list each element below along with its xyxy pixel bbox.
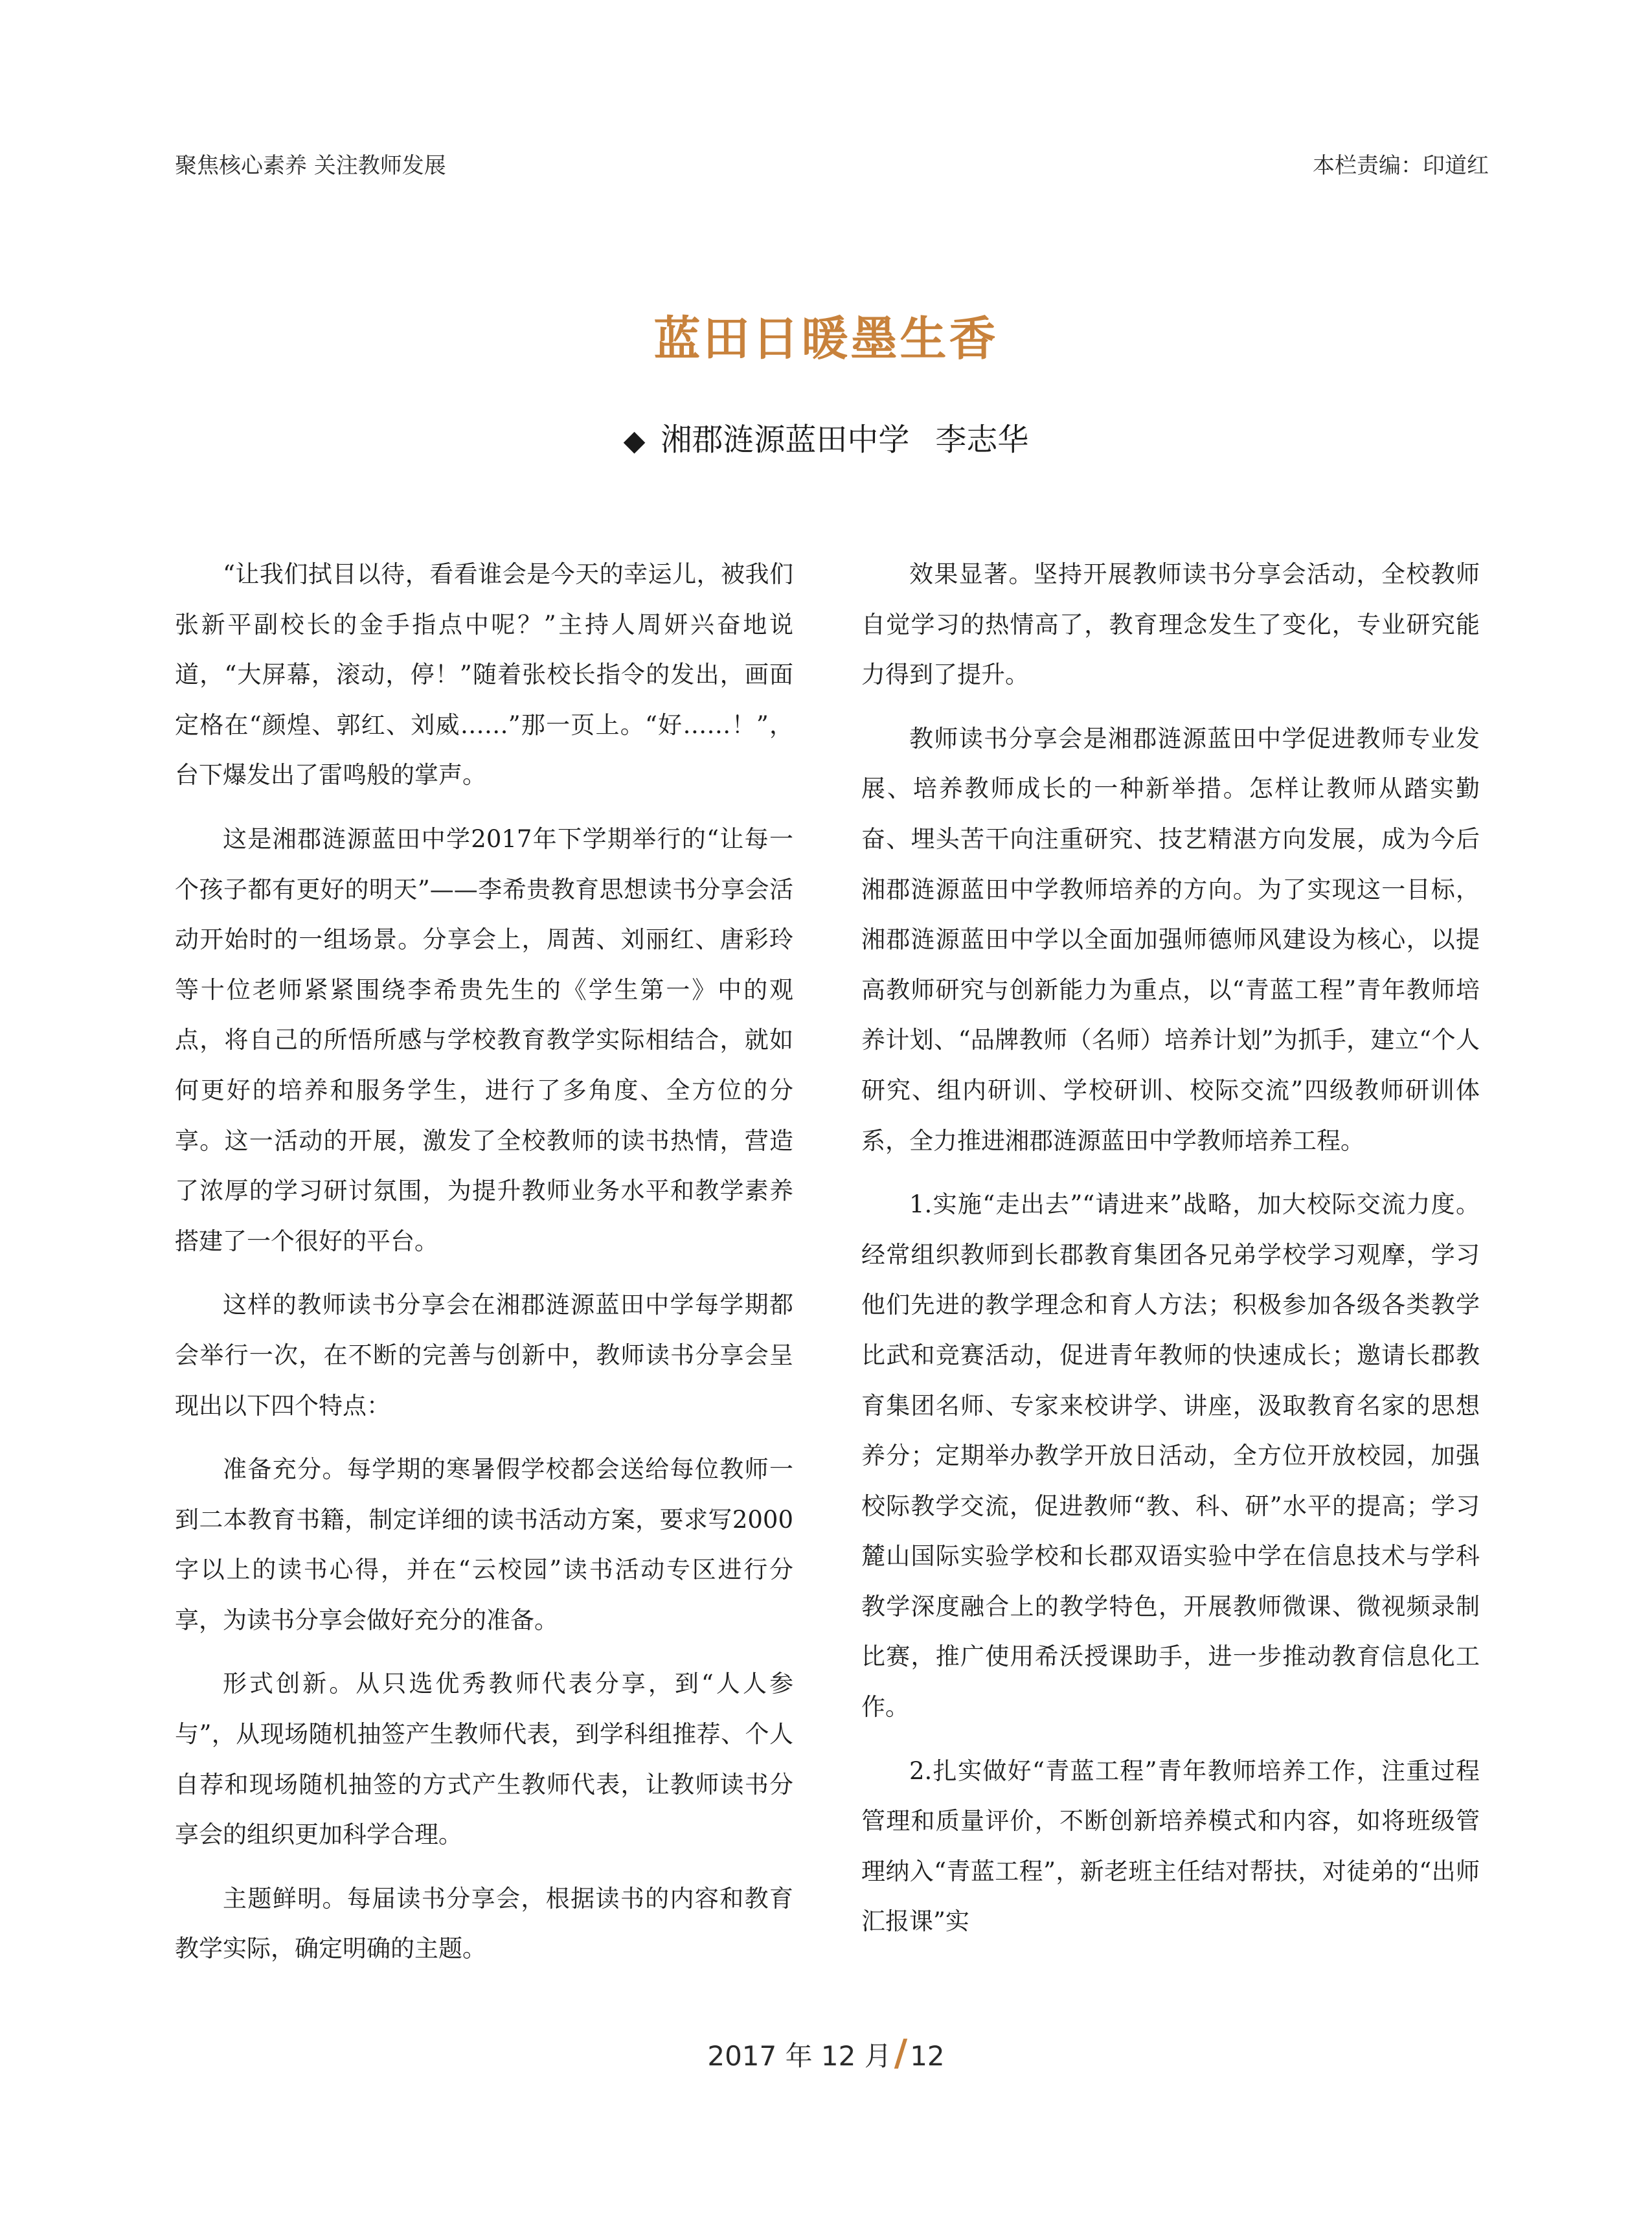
paragraph: 形式创新。从只选优秀教师代表分享，到“人人参与”，从现场随机抽签产生教师代表，到学科组推荐、个人自荐和现场随机抽签的方式产生教师代表，让教师读书分享会的组织更加科学合理。 [175,1670,793,1849]
article-title: 蓝田日暖墨生香 [653,311,999,366]
footer-date: 2017 年 12 月 [707,2040,892,2072]
byline-author: 李志华 [935,422,1029,458]
right-column [861,549,1480,1960]
paragraph: 主题鲜明。每届读书分享会，根据读书的内容和教育教学实际，确定明确的主题。 [175,1884,793,1963]
paragraph: 效果显著。坚持开展教师读书分享会活动，全校教师自觉学习的热情高了，教育理念发生了变化，专业研究能力得到了提升。 [861,560,1480,689]
paragraph: 这样的教师读书分享会在湘郡涟源蓝田中学每学期都会举行一次，在不断的完善与创新中，教师读书分享会呈现出以下四个特点： [175,1291,793,1420]
diamond-bullet-icon: ◆ [623,424,646,457]
running-header-right: 本栏责编：印道红 [1313,153,1489,179]
running-header-left: 聚焦核心素养 关注教师发展 [175,153,446,179]
paragraph: 2.扎实做好“青蓝工程”青年教师培养工作，注重过程管理和质量评价，不断创新培养模式和内容，如将班级管理纳入“青蓝工程”，新老班主任结对帮扶，对徒弟的“出师汇报课”实 [861,1756,1480,1936]
slash-separator-icon: / [894,2032,908,2074]
paragraph: 教师读书分享会是湘郡涟源蓝田中学促进教师专业发展、培养教师成长的一种新举措。怎样让教师从踏实勤奋、埋头苦干向注重研究、技艺精湛方向发展，成为今后湘郡涟源蓝田中学教师培养的方向。为了实现这一目标，湘郡涟源蓝田中学以全面加强师德师风建设为核心，以提高教师研究与创新能力为重点，以“青蓝工程”青年教师培养计划、“品牌教师（名师）培养计划”为抓手，建立“个人研究、组内研训、学校研训、校际交流”四级教师研训体系，全力推进湘郡涟源蓝田中学教师培养工程。 [861,724,1480,1155]
paragraph: 这是湘郡涟源蓝田中学2017年下学期举行的“让每一个孩子都有更好的明天”——李希贵教育思想读书分享会活动开始时的一组场景。分享会上，周茜、刘丽红、唐彩玲等十位老师紧紧围绕李希贵先生的《学生第一》中的观点，将自己的所悟所感与学校教育教学实际相结合，就如何更好的培养和服务学生，进行了多角度、全方位的分享。这一活动的开展，激发了全校教师的读书热情，营造了浓厚的学习研讨氛围，为提升教师业务水平和教学素养搭建了一个很好的平台。 [175,824,793,1255]
paragraph: “让我们拭目以待，看看谁会是今天的幸运儿，被我们张新平副校长的金手指点中呢？”主持人周妍兴奋地说道，“大屏幕，滚动，停！”随着张校长指令的发出，画面定格在“颜煌、郭红、刘威……”那一页上。“好……！”，台下爆发出了雷鸣般的掌声。 [175,560,793,789]
left-column [175,549,793,1988]
byline [0,415,1652,459]
page-footer [0,2032,1652,2074]
byline-school: 湘郡涟源蓝田中学 [661,422,910,458]
page-number: 12 [910,2040,945,2072]
paragraph: 1.实施“走出去”“请进来”战略，加大校际交流力度。经常组织教师到长郡教育集团各兄弟学校学习观摩，学习他们先进的教学理念和育人方法；积极参加各级各类教学比武和竞赛活动，促进青年教师的快速成长；邀请长郡教育集团名师、专家来校讲学、讲座，汲取教育名家的思想养分；定期举办教学开放日活动，全方位开放校园，加强校际教学交流，促进教师“教、科、研”水平的提高；学习麓山国际实验学校和长郡双语实验中学在信息技术与学科教学深度融合上的教学特色，开展教师微课、微视频录制比赛，推广使用希沃授课助手，进一步推动教育信息化工作。 [861,1190,1480,1721]
paragraph: 准备充分。每学期的寒暑假学校都会送给每位教师一到二本教育书籍，制定详细的读书活动方案，要求写2000字以上的读书心得，并在“云校园”读书活动专区进行分享，为读书分享会做好充分的准备。 [175,1455,793,1634]
